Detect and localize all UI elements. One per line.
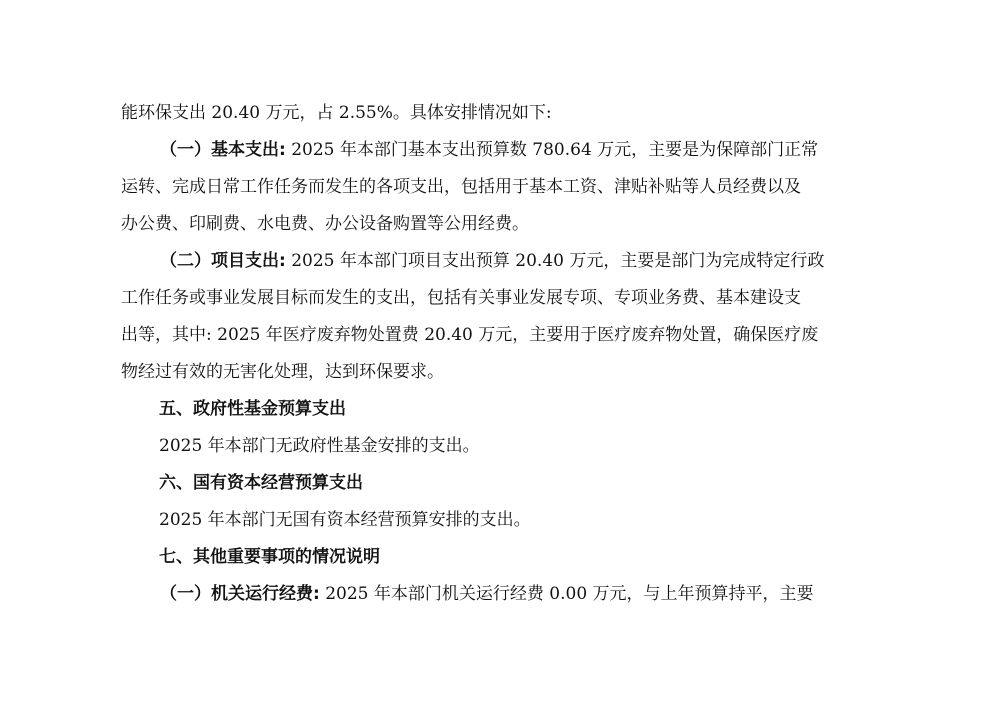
paragraph-line	[0, 283, 1000, 313]
paragraph-line	[0, 579, 1000, 609]
line-text: 工作任务或事业发展目标而发生的支出，包括有关事业发展专项、专项业务费、基本建设支	[121, 288, 801, 308]
paragraph-line	[0, 98, 1000, 128]
paragraph-line	[0, 431, 1000, 461]
section-heading	[0, 542, 1000, 572]
section5-body: 2025 年本部门无政府性基金安排的支出。	[159, 436, 480, 456]
section6-heading: 六、国有资本经营预算支出	[159, 473, 363, 493]
section-heading	[0, 394, 1000, 424]
paragraph-line	[0, 246, 1000, 276]
paragraph-line	[0, 320, 1000, 350]
section-heading	[0, 468, 1000, 498]
section7-heading: 七、其他重要事项的情况说明	[159, 547, 380, 567]
line-text: 出等，其中: 2025 年医疗废弃物处置费 20.40 万元，主要用于医疗废弃物处置，确保医疗废	[121, 325, 819, 345]
line-text: 能环保支出 20.40 万元，占 2.55%。具体安排情况如下:	[121, 103, 552, 123]
line-text: 2025 年本部门机关运行经费 0.00 万元，与上年预算持平，主要	[319, 584, 814, 604]
section6-body: 2025 年本部门无国有资本经营预算安排的支出。	[159, 510, 531, 530]
paragraph-line	[0, 357, 1000, 387]
line-text: 办公费、印刷费、水电费、办公设备购置等公用经费。	[121, 214, 529, 234]
operating-expense-lead: （一）机关运行经费:	[160, 584, 320, 604]
section5-heading: 五、政府性基金预算支出	[159, 399, 346, 419]
paragraph-line	[0, 209, 1000, 239]
line-text: 2025 年本部门项目支出预算 20.40 万元，主要是部门为完成特定行政	[285, 251, 825, 271]
line-text: 运转、完成日常工作任务而发生的各项支出，包括用于基本工资、津贴补贴等人员经费以及	[121, 177, 801, 197]
paragraph-line	[0, 135, 1000, 165]
line-text: 2025 年本部门基本支出预算数 780.64 万元，主要是为保障部门正常	[285, 140, 819, 160]
line-text: 物经过有效的无害化处理，达到环保要求。	[121, 362, 444, 382]
project-expense-lead: （二）项目支出:	[160, 251, 286, 271]
paragraph-line	[0, 505, 1000, 535]
paragraph-line	[0, 172, 1000, 202]
basic-expense-lead: （一）基本支出:	[160, 140, 286, 160]
